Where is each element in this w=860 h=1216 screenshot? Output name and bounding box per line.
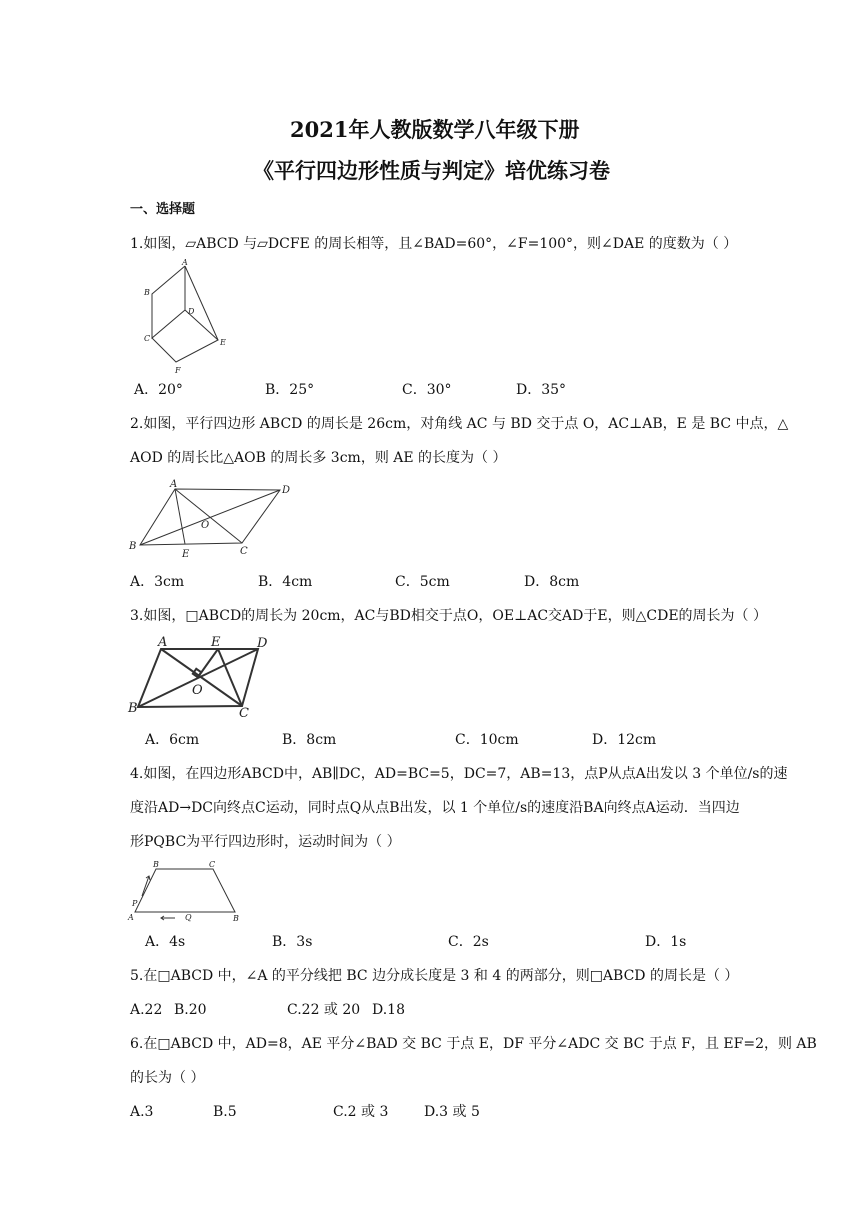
q2-label-e: E [182, 549, 190, 560]
q2-option-d: D．8cm [524, 574, 580, 590]
q2-label-c: C [240, 546, 248, 557]
q3-label-d: D [257, 636, 268, 651]
q3-label-e: E [211, 635, 221, 650]
q1-option-a: A．20° [134, 382, 183, 398]
q4-label-q: Q [185, 913, 192, 922]
q4-label-p: P [132, 899, 138, 908]
q1-label-e: E [220, 338, 226, 347]
q5-option-a: A.22 [130, 1002, 163, 1018]
q1-label-f: F [175, 366, 181, 375]
q4-label-b: B [233, 914, 239, 923]
q3-option-a: A．6cm [145, 732, 200, 748]
q2-label-a: A [170, 479, 178, 490]
q3-label-a: A [158, 635, 168, 650]
question-4-line-2: 度沿AD→DC向终点C运动，同时点Q从点B出发，以 1 个单位/s的速度沿BA向终点A运动．当四边 [130, 800, 740, 816]
q3-option-c: C．10cm [455, 732, 519, 748]
q4-label-a: A [128, 913, 134, 922]
question-5-text: 5.在□ABCD 中，∠A 的平分线把 BC 边分成长度是 3 和 4 的两部分，则□ABCD 的周长是（ ） [130, 968, 739, 984]
q3-label-c: C [239, 706, 249, 721]
q1-option-b: B．25° [265, 382, 315, 398]
q1-option-c: C．30° [402, 382, 452, 398]
q2-option-b: B．4cm [258, 574, 313, 590]
question-4-figure [125, 858, 245, 928]
question-4-line-1: 4.如图，在四边形ABCD中，AB∥DC，AD=BC=5，DC=7，AB=13，点P从点A出发以 3 个单位/s的速 [130, 766, 788, 782]
question-1-text: 1.如图，▱ABCD 与▱DCFE 的周长相等，且∠BAD=60°，∠F=100°，则∠DAE 的度数为（ ） [130, 236, 738, 252]
q4-option-c: C．2s [448, 934, 489, 950]
q4-option-a: A．4s [145, 934, 186, 950]
q6-option-a: A.3 [130, 1104, 154, 1120]
q2-label-d: D [282, 485, 291, 496]
question-2-figure [125, 477, 295, 567]
q1-option-d: D．35° [516, 382, 567, 398]
q5-option-c: C.22 或 20 [287, 1002, 361, 1018]
q4-label-b-top: B [153, 860, 159, 869]
section-heading: 一、选择题 [130, 202, 196, 217]
question-4-line-3: 形PQBC为平行四边形时，运动时间为（ ） [130, 834, 401, 850]
q2-option-c: C．5cm [395, 574, 450, 590]
q6-option-c: C.2 或 3 [333, 1104, 389, 1120]
question-6-line-2: 的长为（ ） [130, 1070, 205, 1086]
q3-label-b: B [128, 701, 138, 716]
question-2-line-1: 2.如图，平行四边形 ABCD 的周长是 26cm，对角线 AC 与 BD 交于点 O，AC⊥AB，E 是 BC 中点，△ [130, 416, 789, 432]
title-line-2: 《平行四边形性质与判定》培优练习卷 [253, 158, 610, 183]
question-1-figure [140, 258, 240, 378]
q1-label-d: D [188, 307, 195, 316]
q2-option-a: A．3cm [130, 574, 185, 590]
q6-option-d: D.3 或 5 [424, 1104, 480, 1120]
q1-label-a: A [182, 258, 188, 267]
question-2-line-2: AOD 的周长比△AOB 的周长多 3cm，则 AE 的长度为（ ） [130, 450, 507, 466]
q5-option-b: B.20 [174, 1002, 207, 1018]
q3-label-o: O [192, 683, 203, 698]
q4-option-d: D．1s [645, 934, 687, 950]
q3-option-d: D．12cm [592, 732, 657, 748]
q5-option-d: D.18 [372, 1002, 405, 1018]
title-line-1: 2021年人教版数学八年级下册 [290, 117, 580, 142]
q3-option-b: B．8cm [282, 732, 337, 748]
q1-label-b: B [144, 288, 150, 297]
q6-option-b: B.5 [213, 1104, 237, 1120]
q1-label-c: C [144, 334, 151, 343]
question-6-line-1: 6.在□ABCD 中，AD=8，AE 平分∠BAD 交 BC 于点 E，DF 平分∠ADC 交 BC 于点 F，且 EF=2，则 AB [130, 1036, 817, 1052]
q4-label-c: C [209, 860, 216, 869]
q4-option-b: B．3s [272, 934, 313, 950]
q2-label-o: O [201, 520, 210, 531]
question-3-text: 3.如图，□ABCD的周长为 20cm，AC与BD相交于点O，OE⊥AC交AD于E，则△CDE的周长为（ ） [130, 608, 767, 624]
q2-label-b: B [129, 541, 137, 552]
question-3-figure [128, 635, 273, 720]
